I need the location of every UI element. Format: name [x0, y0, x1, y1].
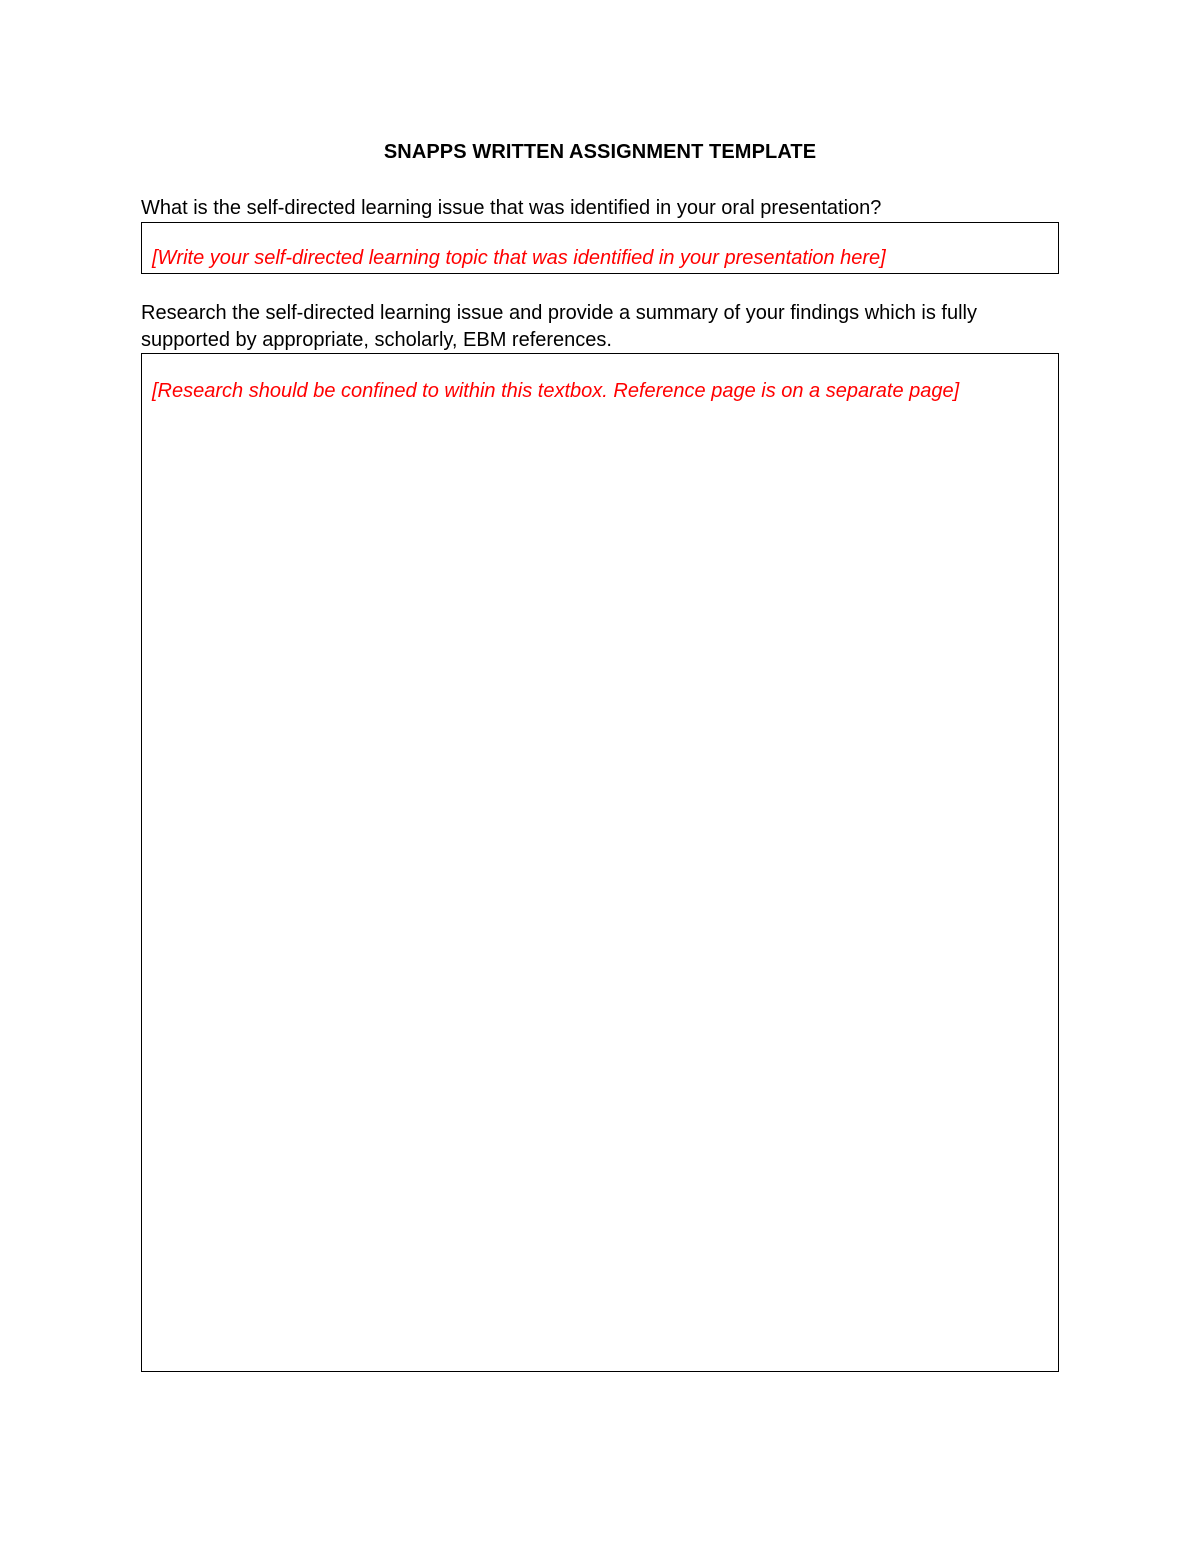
question-learning-issue: What is the self-directed learning issue that was identified in your oral presentation?	[141, 197, 882, 219]
page-title: SNAPPS WRITTEN ASSIGNMENT TEMPLATE	[383, 141, 817, 163]
research-placeholder-text: [Research should be confined to within this textbox. Reference page is on a separate page]	[152, 380, 960, 402]
research-instruction	[141, 300, 1071, 354]
topic-placeholder-text: [Write your self-directed learning topic that was identified in your presentation here]	[152, 247, 886, 269]
research-instruction-line-2: supported by appropriate, scholarly, EBM references.	[141, 329, 612, 351]
research-text-box[interactable]	[141, 353, 1059, 1372]
topic-text-box[interactable]	[141, 222, 1059, 274]
research-instruction-line-1: Research the self-directed learning issue and provide a summary of your findings which is fully	[141, 302, 977, 324]
